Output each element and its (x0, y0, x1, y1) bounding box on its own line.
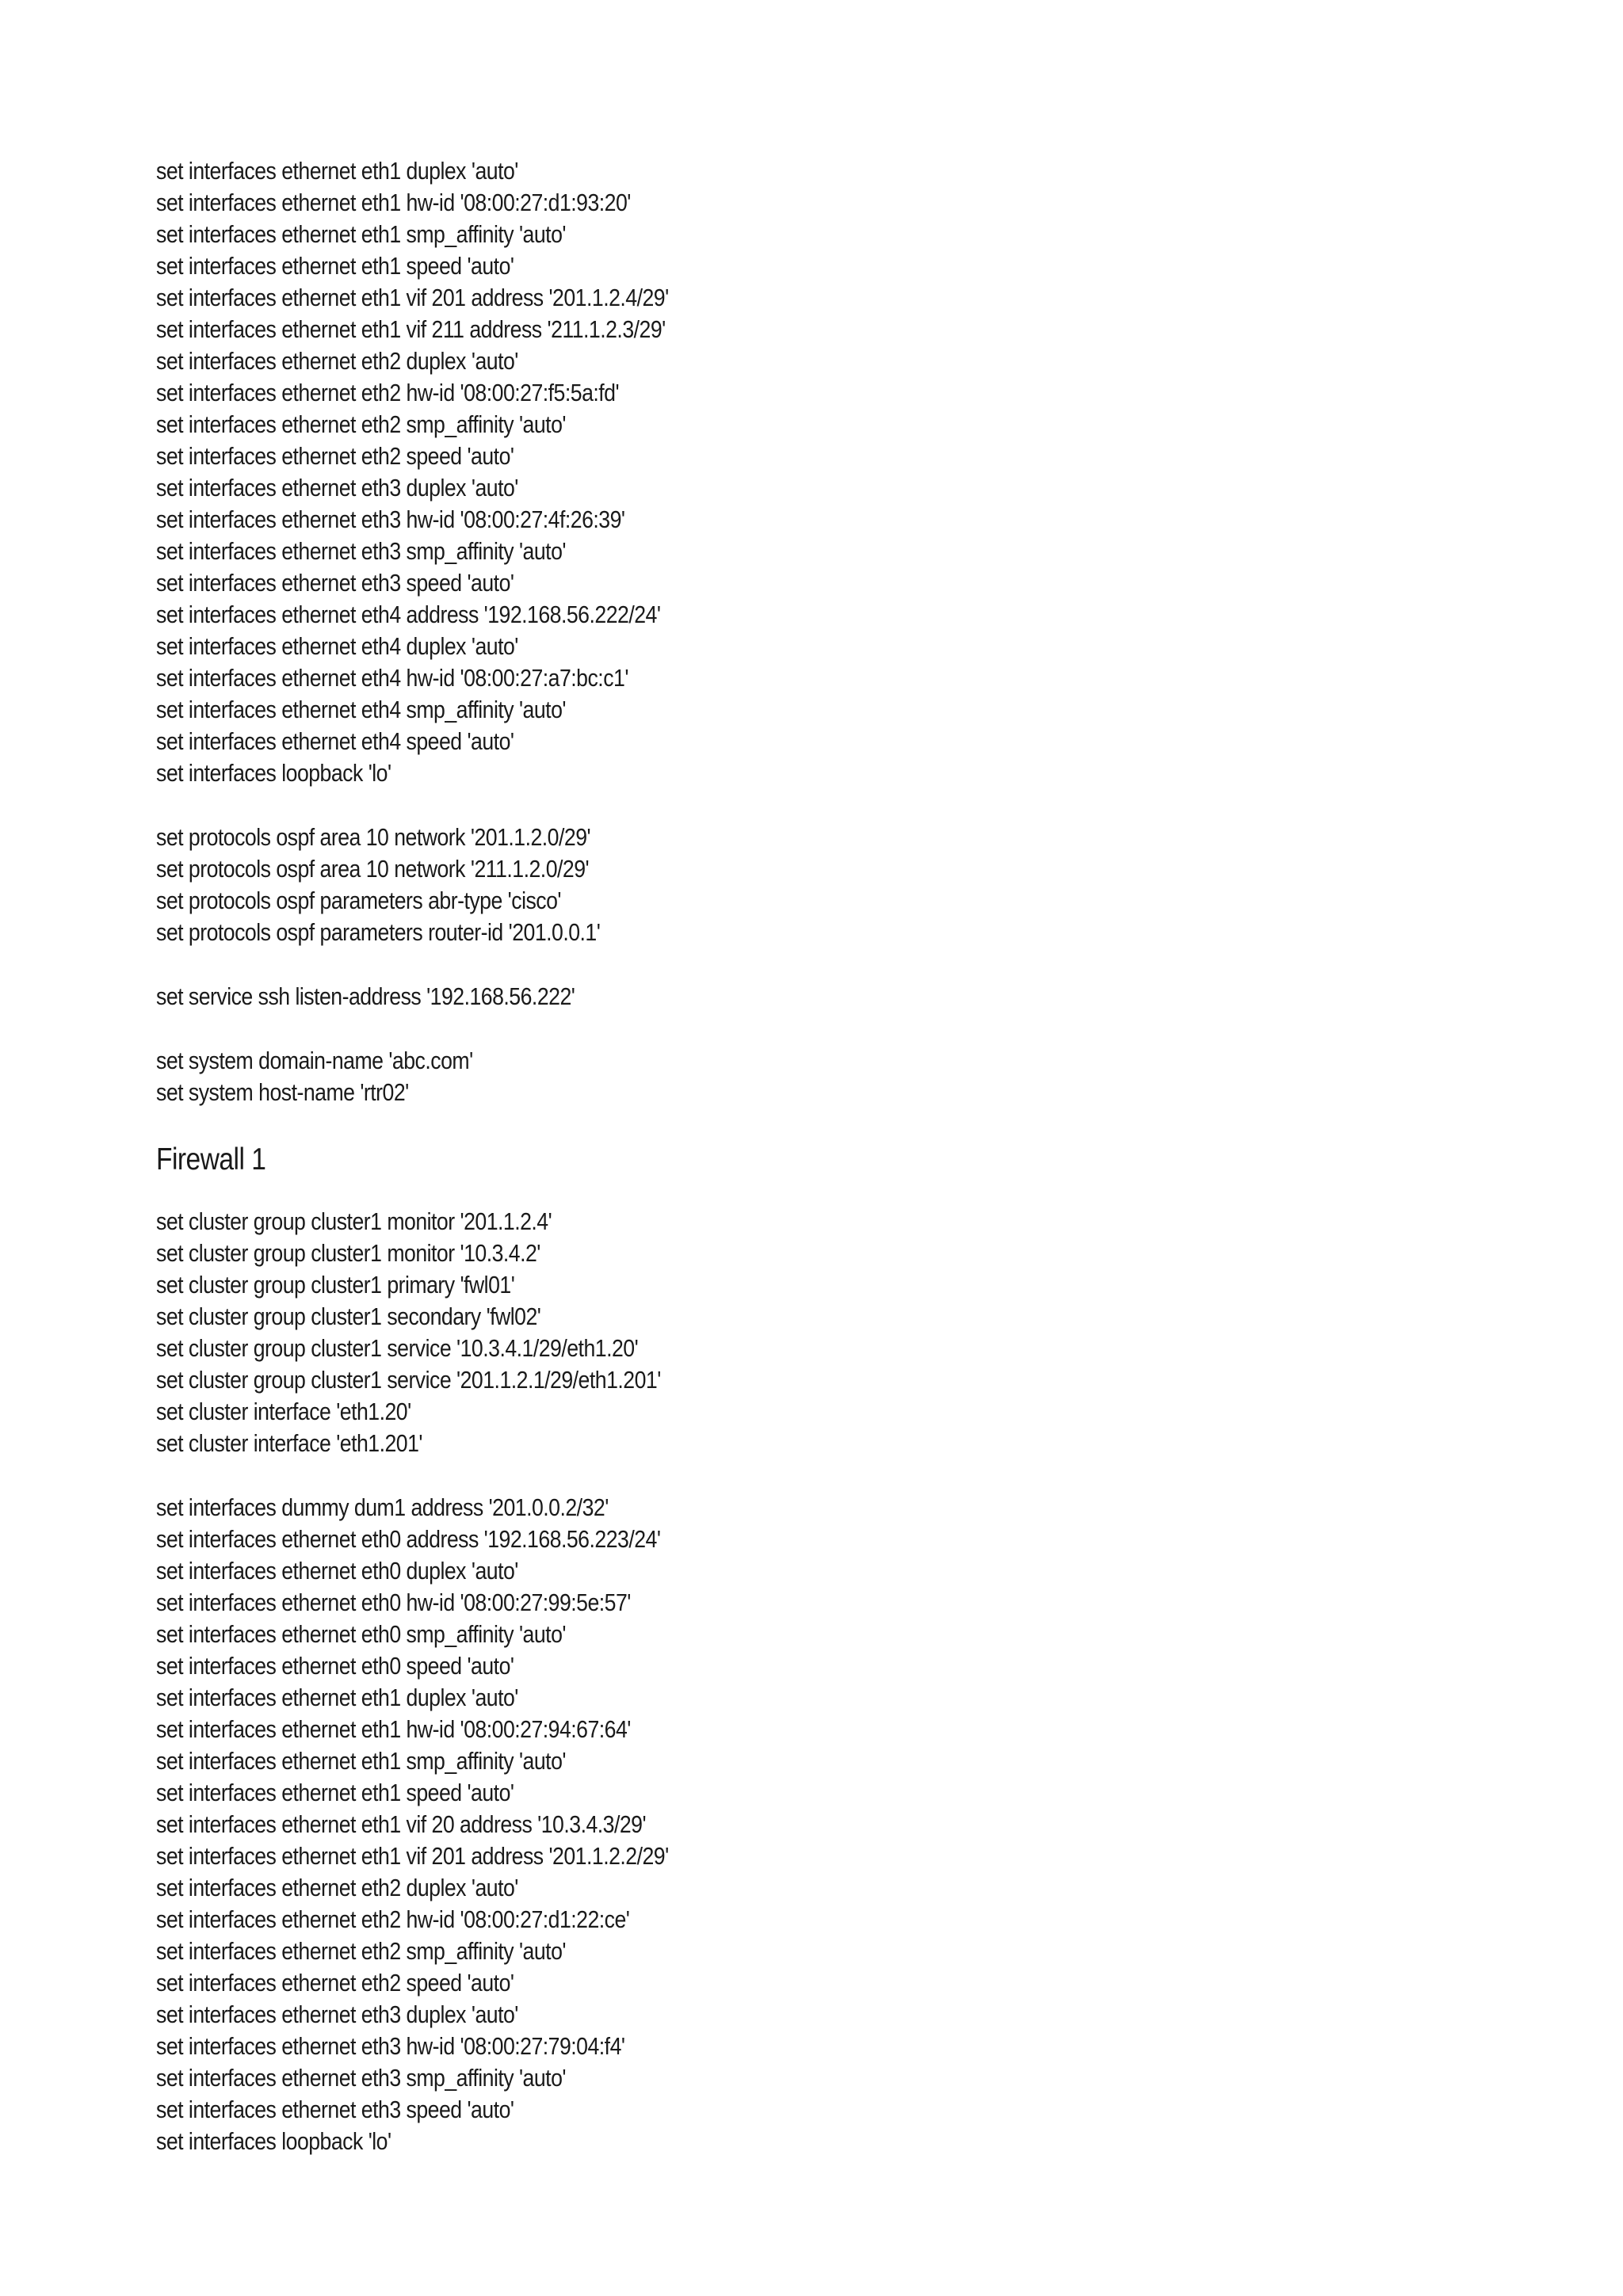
section-heading: Firewall 1 (156, 1142, 266, 1177)
config-line: set system domain-name 'abc.com' (156, 1047, 473, 1074)
config-line: set cluster interface 'eth1.20' (156, 1398, 411, 1425)
config-line: set interfaces loopback 'lo' (156, 2127, 391, 2155)
config-line: set interfaces ethernet eth4 smp_affinity 'auto' (156, 696, 566, 723)
config-line: set interfaces ethernet eth0 speed 'auto' (156, 1652, 514, 1680)
config-line: set interfaces ethernet eth2 speed 'auto' (156, 1969, 514, 1997)
config-line: set interfaces ethernet eth3 smp_affinity 'auto' (156, 2064, 566, 2092)
config-line: set interfaces ethernet eth4 speed 'auto' (156, 727, 514, 755)
config-line: set interfaces ethernet eth1 hw-id '08:00:27:94:67:64' (156, 1715, 631, 1743)
config-block (156, 822, 1503, 948)
config-line: set service ssh listen-address '192.168.56.222' (156, 982, 575, 1010)
config-line: set interfaces ethernet eth1 vif 201 address '201.1.2.4/29' (156, 284, 669, 311)
config-line: set interfaces ethernet eth1 duplex 'auto' (156, 1684, 518, 1711)
config-line: set interfaces ethernet eth0 smp_affinity 'auto' (156, 1620, 566, 1648)
config-line: set interfaces ethernet eth1 speed 'auto' (156, 252, 514, 280)
config-block (156, 1045, 1503, 1108)
config-line: set protocols ospf parameters router-id '201.0.0.1' (156, 918, 601, 946)
config-line: set cluster group cluster1 monitor '10.3.4.2' (156, 1239, 540, 1267)
config-line: set interfaces ethernet eth1 vif 211 address '211.1.2.3/29' (156, 315, 666, 343)
config-line: set interfaces ethernet eth3 speed 'auto' (156, 2096, 514, 2123)
config-line: set interfaces loopback 'lo' (156, 759, 391, 787)
config-line: set interfaces ethernet eth1 smp_affinity 'auto' (156, 220, 566, 248)
config-line: set interfaces dummy dum1 address '201.0.0.2/32' (156, 1493, 609, 1521)
config-line: set interfaces ethernet eth2 duplex 'auto' (156, 1874, 518, 1901)
config-line: set cluster group cluster1 secondary 'fwl02' (156, 1302, 541, 1330)
config-line: set interfaces ethernet eth3 smp_affinity 'auto' (156, 537, 566, 565)
config-line: set interfaces ethernet eth2 smp_affinity 'auto' (156, 410, 566, 438)
config-line: set interfaces ethernet eth1 vif 201 address '201.1.2.2/29' (156, 1842, 669, 1870)
config-line: set cluster interface 'eth1.201' (156, 1429, 423, 1457)
config-line: set interfaces ethernet eth2 hw-id '08:00:27:d1:22:ce' (156, 1905, 630, 1933)
config-line: set interfaces ethernet eth3 duplex 'auto' (156, 2000, 518, 2028)
config-line: set interfaces ethernet eth2 hw-id '08:00:27:f5:5a:fd' (156, 379, 620, 406)
document-page (156, 155, 1503, 2190)
config-line: set interfaces ethernet eth4 address '192.168.56.222/24' (156, 601, 661, 628)
config-block (156, 155, 1503, 789)
config-line: set protocols ospf area 10 network '201.1.2.0/29' (156, 823, 591, 851)
config-line: set interfaces ethernet eth1 smp_affinity 'auto' (156, 1747, 566, 1775)
config-line: set cluster group cluster1 monitor '201.1.2.4' (156, 1207, 552, 1235)
config-listing (156, 155, 1503, 2157)
config-line: set interfaces ethernet eth1 speed 'auto' (156, 1779, 514, 1806)
config-line: set interfaces ethernet eth2 duplex 'auto' (156, 347, 518, 375)
config-line: set cluster group cluster1 service '10.3.4.1/29/eth1.20' (156, 1334, 639, 1362)
config-line: set interfaces ethernet eth3 speed 'auto' (156, 569, 514, 597)
config-line: set interfaces ethernet eth4 duplex 'auto' (156, 632, 518, 660)
config-line: set interfaces ethernet eth1 vif 20 address '10.3.4.3/29' (156, 1810, 647, 1838)
config-block (156, 1492, 1503, 2157)
config-line: set interfaces ethernet eth1 hw-id '08:00:27:d1:93:20' (156, 189, 631, 216)
config-line: set protocols ospf area 10 network '211.1.2.0/29' (156, 855, 590, 883)
config-line: set interfaces ethernet eth1 duplex 'auto' (156, 157, 518, 185)
config-line: set interfaces ethernet eth3 hw-id '08:00:27:79:04:f4' (156, 2032, 625, 2060)
config-line: set interfaces ethernet eth2 smp_affinity 'auto' (156, 1937, 566, 1965)
config-line: set interfaces ethernet eth4 hw-id '08:00:27:a7:bc:c1' (156, 664, 628, 692)
config-line: set cluster group cluster1 service '201.1.2.1/29/eth1.201' (156, 1366, 661, 1394)
config-line: set interfaces ethernet eth0 hw-id '08:00:27:99:5e:57' (156, 1589, 631, 1616)
config-section (156, 155, 1503, 1108)
config-line: set system host-name 'rtr02' (156, 1078, 409, 1106)
config-block (156, 1206, 1503, 1459)
config-block (156, 981, 1503, 1013)
config-line: set interfaces ethernet eth3 duplex 'auto' (156, 474, 518, 502)
config-line: set interfaces ethernet eth3 hw-id '08:00:27:4f:26:39' (156, 505, 625, 533)
config-line: set interfaces ethernet eth2 speed 'auto' (156, 442, 514, 470)
config-line: set protocols ospf parameters abr-type 'cisco' (156, 887, 561, 914)
config-line: set interfaces ethernet eth0 address '192.168.56.223/24' (156, 1525, 661, 1553)
config-section (156, 1141, 1503, 2157)
config-line: set interfaces ethernet eth0 duplex 'auto' (156, 1557, 518, 1585)
config-line: set cluster group cluster1 primary 'fwl01' (156, 1271, 515, 1299)
